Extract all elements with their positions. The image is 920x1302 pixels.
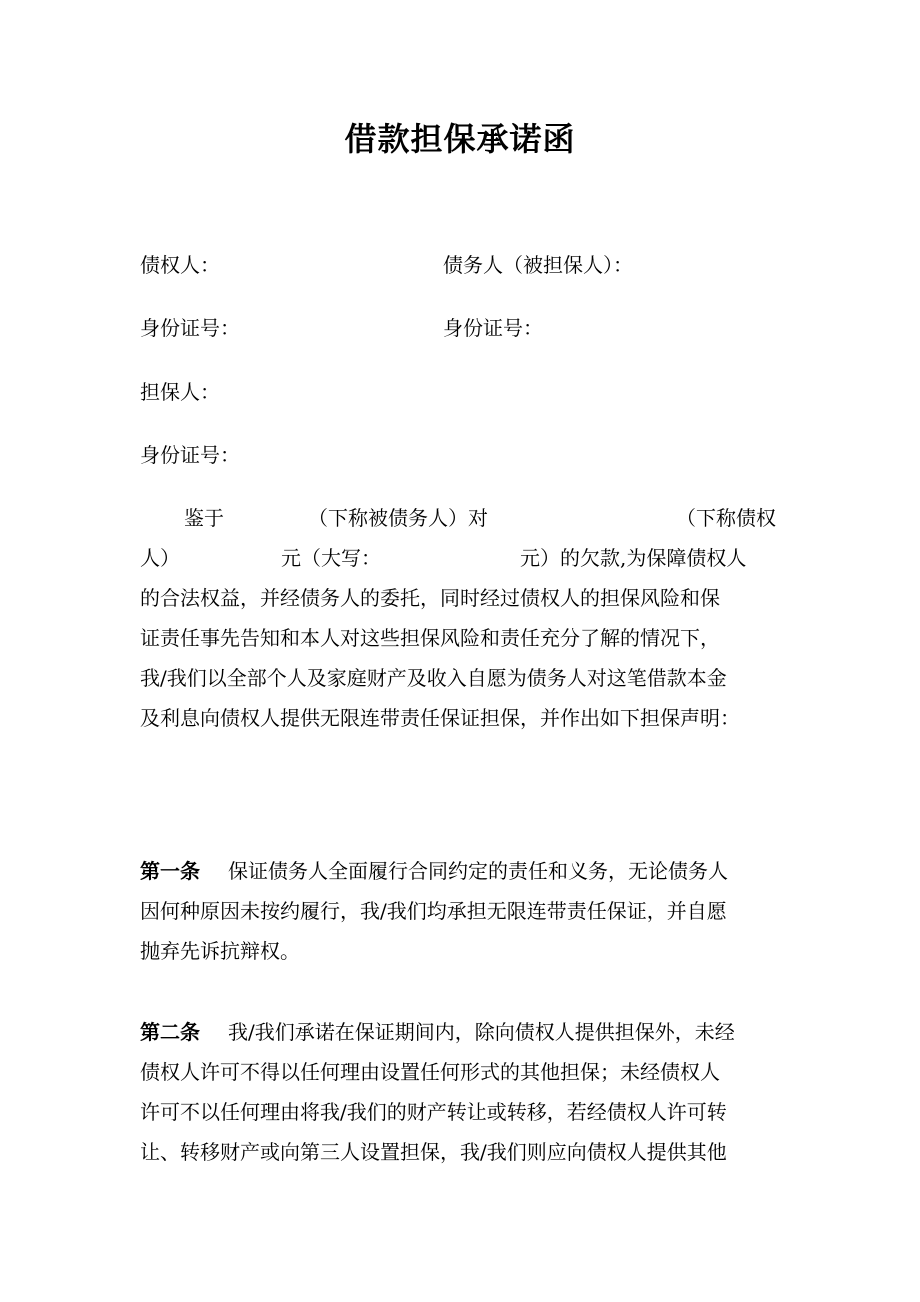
preamble-line-3: 的合法权益，并经债务人的委托，同时经过债权人的担保风险和保 [140, 586, 720, 610]
creditor-label: 债权人： [140, 253, 220, 277]
article-2 [140, 1012, 780, 1172]
preamble-seg-1: 鉴于 [184, 506, 224, 530]
preamble-line-5: 我/我们以全部个人及家庭财产及收入自愿为债务人对这笔借款本金 [140, 666, 727, 690]
article-2-text-1: 我/我们承诺在保证期间内，除向债权人提供担保外，未经 [228, 1020, 735, 1044]
creditor-id-label: 身份证号： [140, 316, 240, 340]
preamble-seg-4: 人） [140, 546, 180, 570]
article-1-line-2: 因何种原因未按约履行，我/我们均承担无限连带责任保证，并自愿 [140, 899, 727, 923]
article-2-label: 第二条 [140, 1020, 200, 1044]
guarantor-label: 担保人： [140, 380, 220, 404]
article-2-line-3: 许可不以任何理由将我/我们的财产转让或转移，若经债权人许可转 [140, 1100, 727, 1124]
guarantor-id-label: 身份证号： [140, 443, 240, 467]
preamble-seg-2: （下称被债务人）对 [308, 506, 488, 530]
article-1-text-1: 保证债务人全面履行合同约定的责任和义务，无论债务人 [228, 859, 728, 883]
preamble-line-1 [140, 498, 780, 538]
article-2-line-2: 债权人许可不得以任何理由设置任何形式的其他担保；未经债权人 [140, 1060, 720, 1084]
article-1-line-3: 抛弃先诉抗辩权。 [140, 939, 300, 963]
article-2-line-4: 让、转移财产或向第三人设置担保，我/我们则应向债权人提供其他 [140, 1140, 727, 1164]
preamble-line-4: 证责任事先告知和本人对这些担保风险和责任充分了解的情况下， [140, 626, 720, 650]
preamble-paragraph [140, 498, 780, 738]
article-1-line-1 [140, 851, 780, 891]
preamble-line-6: 及利息向债权人提供无限连带责任保证担保，并作出如下担保声明： [140, 706, 740, 730]
preamble-seg-3: （下称债权 [676, 506, 776, 530]
document-title: 借款担保承诺函 [344, 120, 576, 158]
article-1 [140, 851, 780, 971]
preamble-seg-5: 元（大写： [281, 546, 381, 570]
debtor-id-label: 身份证号： [443, 316, 543, 340]
preamble-seg-6: 元）的欠款,为保障债权人 [520, 546, 747, 570]
article-2-line-1 [140, 1012, 780, 1052]
debtor-label: 债务人（被担保人）： [443, 253, 633, 277]
article-1-label: 第一条 [140, 859, 200, 883]
preamble-line-2 [140, 538, 780, 578]
